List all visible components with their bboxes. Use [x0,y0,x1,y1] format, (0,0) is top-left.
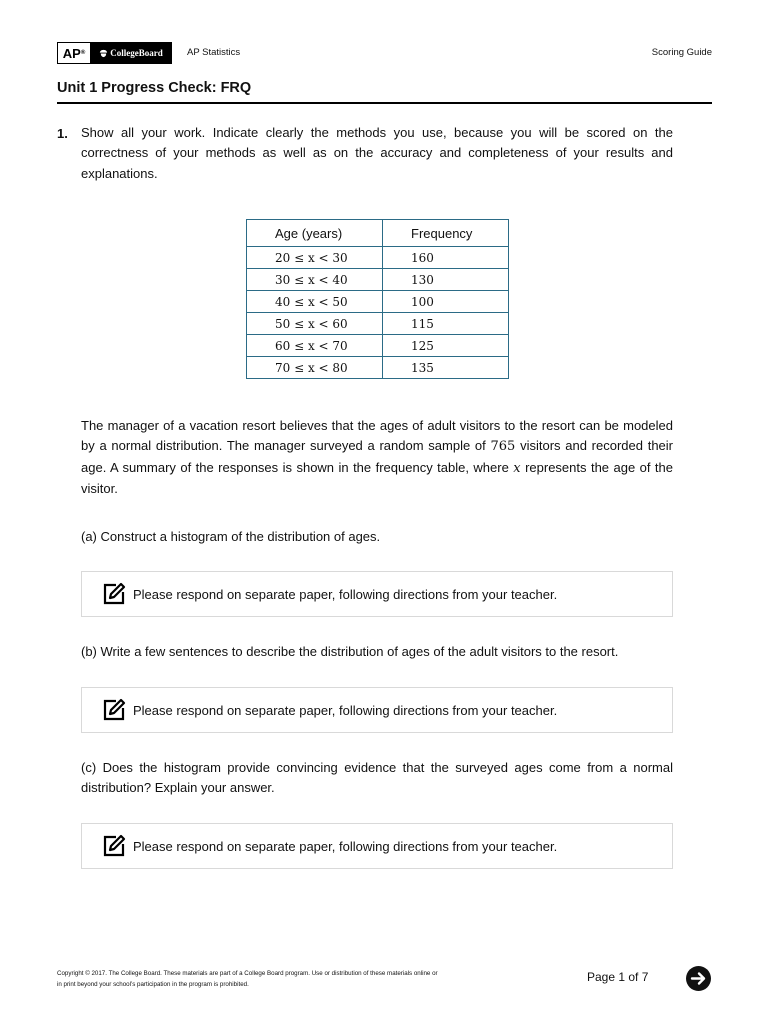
copyright-notice [57,968,497,990]
question-intro: Show all your work. Indicate clearly the methods you use, because you will be scored on the correctness of your methods as well as on the accuracy and completeness of your results and explanations. [81,125,673,181]
arrow-right-circle-icon [686,966,711,991]
table-row [247,247,509,269]
ap-logo [58,43,91,63]
ap-logo-text: AP [62,45,81,61]
table-row [247,291,509,313]
ap-collegeboard-logo [57,42,172,64]
document-type: Scoring Guide [651,47,712,58]
table-row [247,269,509,291]
title-divider [57,102,712,104]
frequency-cell: 130 [383,269,509,291]
page-header [57,42,712,64]
edit-icon [102,698,126,722]
table-header-row [247,220,509,247]
edit-icon [102,582,126,606]
response-box-c[interactable] [81,823,673,869]
age-cell: 20 ≤ x < 30 [247,247,383,269]
age-cell: 60 ≤ x < 70 [247,335,383,357]
age-cell: 50 ≤ x < 60 [247,313,383,335]
response-box-b[interactable] [81,687,673,733]
response-box-a[interactable] [81,571,673,617]
frequency-table [246,219,509,379]
response-instruction: Please respond on separate paper, following directions from your teacher. [133,838,558,854]
frequency-cell: 125 [383,335,509,357]
scenario-part-2: visitors and recorded their age. A summary of the responses is shown in the frequency table, where [81,438,674,475]
page-number: Page 1 of 7 [587,970,649,984]
collegeboard-logo [91,43,171,63]
age-cell: 30 ≤ x < 40 [247,269,383,291]
header-frequency: Frequency [383,220,509,247]
frequency-cell: 115 [383,313,509,335]
collegeboard-logo-text: CollegeBoard [110,48,163,58]
copyright-line-1: Copyright © 2017. The College Board. These materials are part of a College Board program. Use or distribution of these materials online or [57,970,438,977]
page-title: Unit 1 Progress Check: FRQ [57,80,252,96]
age-cell: 40 ≤ x < 50 [247,291,383,313]
question-number: 1. [57,126,68,141]
ap-logo-registered: ® [80,50,86,56]
table-row [247,313,509,335]
scenario-part-1: The manager of a vacation resort believes that the ages of adult visitors to the resort can be modeled by a normal distribution. The manager surveyed a random sample of [81,418,673,454]
response-instruction: Please respond on separate paper, following directions from your teacher. [133,702,558,718]
scenario-text [81,416,673,500]
table-row [247,335,509,357]
part-a-prompt: (a) Construct a histogram of the distribution of ages. [81,529,381,544]
header-age: Age (years) [247,220,383,247]
edit-icon [102,834,126,858]
part-c-prompt: (c) Does the histogram provide convincing evidence that the surveyed ages come from a normal distribution? Explain your answer. [81,760,673,796]
part-b-prompt: (b) Write a few sentences to describe the distribution of ages of the adult visitors to the resort. [81,644,619,659]
copyright-line-2: in print beyond your school’s participation in the program is prohibited. [57,981,249,988]
frequency-cell: 160 [383,247,509,269]
variable-x: x [513,460,521,476]
acorn-icon [99,49,108,58]
response-instruction: Please respond on separate paper, following directions from your teacher. [133,586,558,602]
frequency-cell: 135 [383,357,509,379]
table-row [247,357,509,379]
next-page-button[interactable] [686,966,711,991]
age-cell: 70 ≤ x < 80 [247,357,383,379]
scenario-part-3: represents the age of the visitor. [81,459,674,497]
course-name: AP Statistics [187,47,241,58]
sample-size: 765 [490,439,516,455]
frequency-cell: 100 [383,291,509,313]
